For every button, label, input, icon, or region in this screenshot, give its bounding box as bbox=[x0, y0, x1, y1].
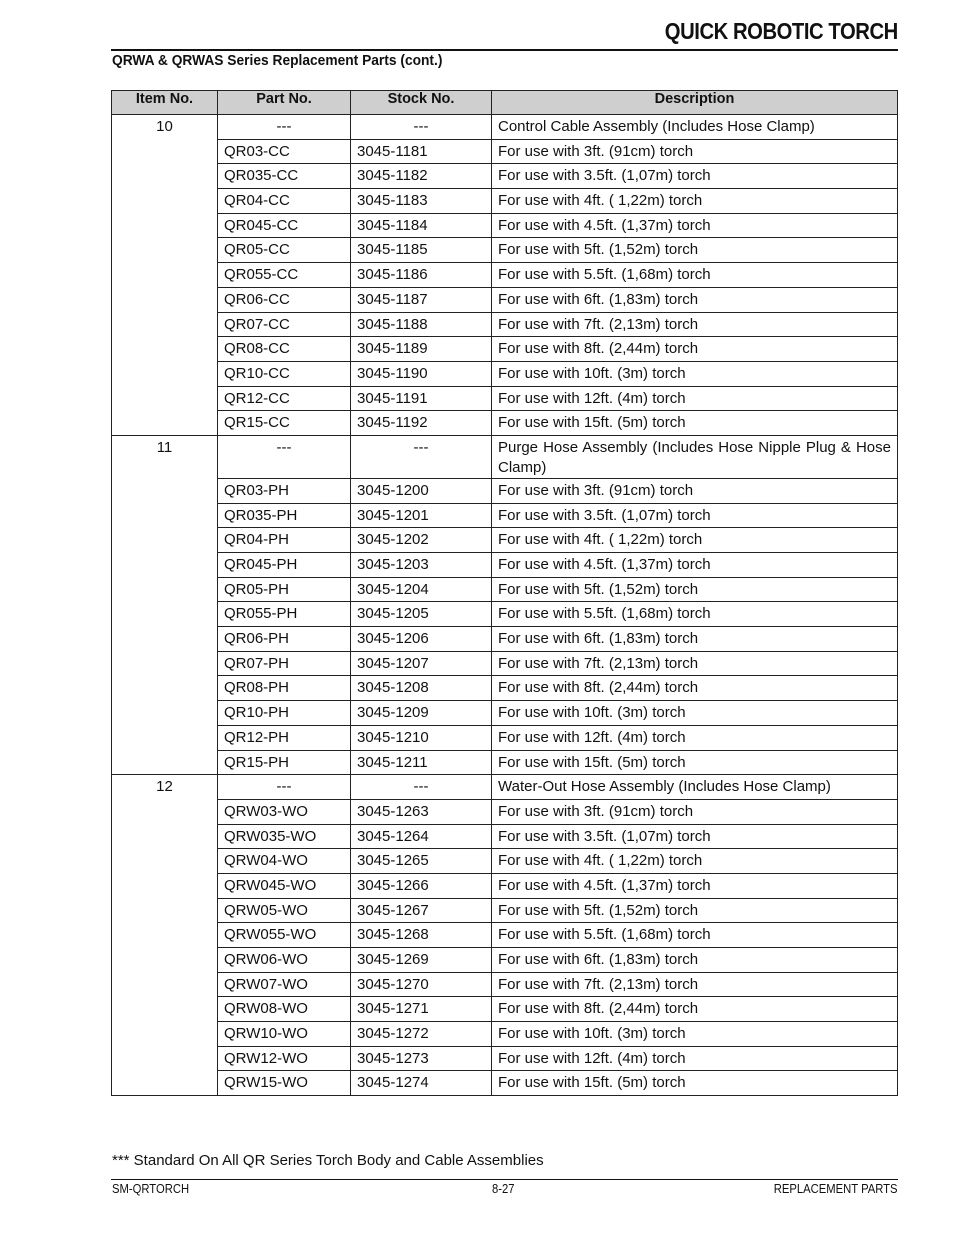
description-cell: For use with 8ft. (2,44m) torch bbox=[492, 997, 898, 1022]
description-cell: For use with 4ft. ( 1,22m) torch bbox=[492, 528, 898, 553]
part-number-cell: QRW035-WO bbox=[218, 824, 351, 849]
description-cell: For use with 3.5ft. (1,07m) torch bbox=[492, 824, 898, 849]
table-row bbox=[112, 898, 898, 923]
table-row bbox=[112, 435, 898, 478]
stock-number-cell: 3045-1263 bbox=[351, 799, 492, 824]
description-cell: For use with 12ft. (4m) torch bbox=[492, 386, 898, 411]
description-cell: For use with 10ft. (3m) torch bbox=[492, 1022, 898, 1047]
part-number-cell: QR10-CC bbox=[218, 361, 351, 386]
description-cell: For use with 3.5ft. (1,07m) torch bbox=[492, 164, 898, 189]
stock-number-cell: 3045-1266 bbox=[351, 873, 492, 898]
stock-number-cell: 3045-1268 bbox=[351, 923, 492, 948]
part-number-cell: QRW05-WO bbox=[218, 898, 351, 923]
stock-number-cell: 3045-1267 bbox=[351, 898, 492, 923]
part-number-cell: QR055-PH bbox=[218, 602, 351, 627]
description-cell: For use with 15ft. (5m) torch bbox=[492, 1071, 898, 1096]
stock-number-cell: --- bbox=[351, 775, 492, 800]
part-number-cell: QRW06-WO bbox=[218, 948, 351, 973]
part-number-cell: QR12-PH bbox=[218, 725, 351, 750]
description-cell: For use with 15ft. (5m) torch bbox=[492, 750, 898, 775]
table-row bbox=[112, 528, 898, 553]
stock-number-cell: 3045-1270 bbox=[351, 972, 492, 997]
table-row bbox=[112, 386, 898, 411]
stock-number-cell: 3045-1181 bbox=[351, 139, 492, 164]
header-rule bbox=[111, 49, 898, 51]
table-row bbox=[112, 627, 898, 652]
description-cell: For use with 3ft. (91cm) torch bbox=[492, 799, 898, 824]
stock-number-cell: 3045-1204 bbox=[351, 577, 492, 602]
table-row bbox=[112, 923, 898, 948]
table-row bbox=[112, 139, 898, 164]
table-row bbox=[112, 263, 898, 288]
part-number-cell: QR07-PH bbox=[218, 651, 351, 676]
stock-number-cell: 3045-1274 bbox=[351, 1071, 492, 1096]
page-title: QUICK ROBOTIC TORCH bbox=[664, 18, 898, 44]
footer-page-number: 8-27 bbox=[492, 1182, 515, 1196]
description-cell: For use with 10ft. (3m) torch bbox=[492, 361, 898, 386]
description-cell: For use with 7ft. (2,13m) torch bbox=[492, 312, 898, 337]
table-row bbox=[112, 238, 898, 263]
stock-number-cell: 3045-1269 bbox=[351, 948, 492, 973]
description-cell: For use with 4.5ft. (1,37m) torch bbox=[492, 213, 898, 238]
table-row bbox=[112, 337, 898, 362]
parts-table-body bbox=[112, 115, 898, 1096]
table-row bbox=[112, 602, 898, 627]
part-number-cell: QR04-CC bbox=[218, 189, 351, 214]
description-cell: For use with 5ft. (1,52m) torch bbox=[492, 238, 898, 263]
description-cell: For use with 3ft. (91cm) torch bbox=[492, 139, 898, 164]
part-number-cell: QRW15-WO bbox=[218, 1071, 351, 1096]
section-subtitle: QRWA & QRWAS Series Replacement Parts (cont.) bbox=[112, 53, 443, 69]
part-number-cell: QR05-PH bbox=[218, 577, 351, 602]
part-number-cell: QR05-CC bbox=[218, 238, 351, 263]
table-row bbox=[112, 873, 898, 898]
part-number-cell: --- bbox=[218, 115, 351, 140]
table-row bbox=[112, 701, 898, 726]
stock-number-cell: 3045-1185 bbox=[351, 238, 492, 263]
description-cell: For use with 6ft. (1,83m) torch bbox=[492, 627, 898, 652]
stock-number-cell: 3045-1182 bbox=[351, 164, 492, 189]
table-row bbox=[112, 164, 898, 189]
part-number-cell: QRW03-WO bbox=[218, 799, 351, 824]
table-row bbox=[112, 503, 898, 528]
part-number-cell: QR07-CC bbox=[218, 312, 351, 337]
part-number-cell: --- bbox=[218, 435, 351, 478]
part-number-cell: QRW04-WO bbox=[218, 849, 351, 874]
stock-number-cell: 3045-1184 bbox=[351, 213, 492, 238]
table-row bbox=[112, 1022, 898, 1047]
table-row bbox=[112, 189, 898, 214]
item-number-cell: 10 bbox=[112, 115, 218, 436]
stock-number-cell: 3045-1188 bbox=[351, 312, 492, 337]
table-row bbox=[112, 553, 898, 578]
table-row bbox=[112, 676, 898, 701]
stock-number-cell: 3045-1272 bbox=[351, 1022, 492, 1047]
stock-number-cell: 3045-1191 bbox=[351, 386, 492, 411]
col-header-description: Description bbox=[492, 91, 898, 115]
table-row bbox=[112, 948, 898, 973]
description-cell: For use with 5.5ft. (1,68m) torch bbox=[492, 923, 898, 948]
description-cell: For use with 5.5ft. (1,68m) torch bbox=[492, 263, 898, 288]
description-cell: For use with 6ft. (1,83m) torch bbox=[492, 948, 898, 973]
stock-number-cell: 3045-1264 bbox=[351, 824, 492, 849]
description-cell: For use with 15ft. (5m) torch bbox=[492, 411, 898, 436]
table-row bbox=[112, 411, 898, 436]
table-row bbox=[112, 478, 898, 503]
table-row bbox=[112, 1046, 898, 1071]
table-row bbox=[112, 750, 898, 775]
stock-number-cell: 3045-1190 bbox=[351, 361, 492, 386]
part-number-cell: QR15-CC bbox=[218, 411, 351, 436]
stock-number-cell: 3045-1207 bbox=[351, 651, 492, 676]
item-number-cell: 11 bbox=[112, 435, 218, 774]
description-cell: For use with 12ft. (4m) torch bbox=[492, 725, 898, 750]
description-cell: For use with 7ft. (2,13m) torch bbox=[492, 972, 898, 997]
description-cell: For use with 12ft. (4m) torch bbox=[492, 1046, 898, 1071]
stock-number-cell: 3045-1205 bbox=[351, 602, 492, 627]
description-cell: For use with 4ft. ( 1,22m) torch bbox=[492, 189, 898, 214]
parts-table bbox=[111, 90, 898, 1096]
table-row bbox=[112, 115, 898, 140]
part-number-cell: QR035-CC bbox=[218, 164, 351, 189]
part-number-cell: QR10-PH bbox=[218, 701, 351, 726]
part-number-cell: QR03-CC bbox=[218, 139, 351, 164]
description-cell: Purge Hose Assembly (Includes Hose Nipple Plug & Hose Clamp) bbox=[492, 435, 898, 478]
table-row bbox=[112, 799, 898, 824]
description-cell: For use with 6ft. (1,83m) torch bbox=[492, 287, 898, 312]
description-cell: For use with 5ft. (1,52m) torch bbox=[492, 577, 898, 602]
table-row bbox=[112, 725, 898, 750]
part-number-cell: --- bbox=[218, 775, 351, 800]
part-number-cell: QR045-CC bbox=[218, 213, 351, 238]
part-number-cell: QR04-PH bbox=[218, 528, 351, 553]
stock-number-cell: 3045-1208 bbox=[351, 676, 492, 701]
part-number-cell: QRW055-WO bbox=[218, 923, 351, 948]
part-number-cell: QRW10-WO bbox=[218, 1022, 351, 1047]
stock-number-cell: --- bbox=[351, 435, 492, 478]
part-number-cell: QR045-PH bbox=[218, 553, 351, 578]
description-cell: For use with 3.5ft. (1,07m) torch bbox=[492, 503, 898, 528]
stock-number-cell: 3045-1203 bbox=[351, 553, 492, 578]
part-number-cell: QR055-CC bbox=[218, 263, 351, 288]
description-cell: For use with 5.5ft. (1,68m) torch bbox=[492, 602, 898, 627]
col-header-part: Part No. bbox=[218, 91, 351, 115]
description-cell: For use with 7ft. (2,13m) torch bbox=[492, 651, 898, 676]
table-row bbox=[112, 361, 898, 386]
table-row bbox=[112, 849, 898, 874]
stock-number-cell: 3045-1192 bbox=[351, 411, 492, 436]
part-number-cell: QR08-PH bbox=[218, 676, 351, 701]
description-cell: Control Cable Assembly (Includes Hose Clamp) bbox=[492, 115, 898, 140]
stock-number-cell: --- bbox=[351, 115, 492, 140]
part-number-cell: QR15-PH bbox=[218, 750, 351, 775]
stock-number-cell: 3045-1202 bbox=[351, 528, 492, 553]
table-row bbox=[112, 824, 898, 849]
table-row bbox=[112, 312, 898, 337]
description-cell: For use with 3ft. (91cm) torch bbox=[492, 478, 898, 503]
table-row bbox=[112, 997, 898, 1022]
description-cell: Water-Out Hose Assembly (Includes Hose Clamp) bbox=[492, 775, 898, 800]
item-number-cell: 12 bbox=[112, 775, 218, 1096]
part-number-cell: QRW07-WO bbox=[218, 972, 351, 997]
stock-number-cell: 3045-1265 bbox=[351, 849, 492, 874]
footer-section: REPLACEMENT PARTS bbox=[774, 1182, 898, 1196]
footer-rule bbox=[111, 1179, 898, 1180]
stock-number-cell: 3045-1273 bbox=[351, 1046, 492, 1071]
stock-number-cell: 3045-1183 bbox=[351, 189, 492, 214]
stock-number-cell: 3045-1210 bbox=[351, 725, 492, 750]
footer-doc-id: SM-QRTORCH bbox=[112, 1182, 190, 1196]
footnote: *** Standard On All QR Series Torch Body and Cable Assemblies bbox=[112, 1152, 544, 1169]
table-row bbox=[112, 577, 898, 602]
part-number-cell: QR06-CC bbox=[218, 287, 351, 312]
table-row bbox=[112, 972, 898, 997]
table-row bbox=[112, 775, 898, 800]
description-cell: For use with 5ft. (1,52m) torch bbox=[492, 898, 898, 923]
stock-number-cell: 3045-1200 bbox=[351, 478, 492, 503]
description-cell: For use with 4ft. ( 1,22m) torch bbox=[492, 849, 898, 874]
stock-number-cell: 3045-1187 bbox=[351, 287, 492, 312]
col-header-item: Item No. bbox=[112, 91, 218, 115]
stock-number-cell: 3045-1211 bbox=[351, 750, 492, 775]
description-cell: For use with 8ft. (2,44m) torch bbox=[492, 676, 898, 701]
part-number-cell: QR12-CC bbox=[218, 386, 351, 411]
stock-number-cell: 3045-1189 bbox=[351, 337, 492, 362]
stock-number-cell: 3045-1271 bbox=[351, 997, 492, 1022]
part-number-cell: QR06-PH bbox=[218, 627, 351, 652]
table-row bbox=[112, 1071, 898, 1096]
part-number-cell: QRW08-WO bbox=[218, 997, 351, 1022]
part-number-cell: QRW12-WO bbox=[218, 1046, 351, 1071]
description-cell: For use with 4.5ft. (1,37m) torch bbox=[492, 553, 898, 578]
part-number-cell: QRW045-WO bbox=[218, 873, 351, 898]
description-cell: For use with 8ft. (2,44m) torch bbox=[492, 337, 898, 362]
part-number-cell: QR03-PH bbox=[218, 478, 351, 503]
part-number-cell: QR08-CC bbox=[218, 337, 351, 362]
table-row bbox=[112, 651, 898, 676]
table-row bbox=[112, 213, 898, 238]
stock-number-cell: 3045-1206 bbox=[351, 627, 492, 652]
stock-number-cell: 3045-1186 bbox=[351, 263, 492, 288]
stock-number-cell: 3045-1201 bbox=[351, 503, 492, 528]
description-cell: For use with 4.5ft. (1,37m) torch bbox=[492, 873, 898, 898]
table-header-row bbox=[112, 91, 898, 115]
part-number-cell: QR035-PH bbox=[218, 503, 351, 528]
table-row bbox=[112, 287, 898, 312]
description-cell: For use with 10ft. (3m) torch bbox=[492, 701, 898, 726]
stock-number-cell: 3045-1209 bbox=[351, 701, 492, 726]
col-header-stock: Stock No. bbox=[351, 91, 492, 115]
